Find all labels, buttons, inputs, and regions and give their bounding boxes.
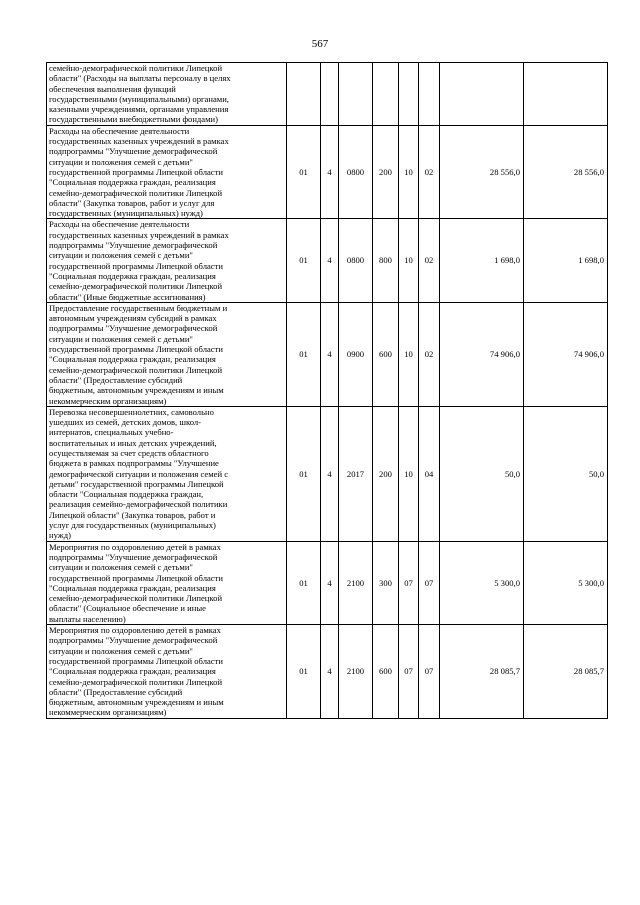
description-line: услуг для государственных (муниципальных) — [49, 520, 216, 531]
subsection-cell: 02 — [419, 125, 440, 219]
description-line: семейно-демографической политики Липецкой — [49, 281, 223, 292]
subprogram-code-cell — [321, 63, 339, 126]
expense-type-cell — [373, 63, 399, 126]
table-row — [47, 406, 608, 541]
description-line: семейно-демографической политики Липецкой — [49, 187, 223, 198]
description-line: семейно-демографической политики Липецкой — [49, 676, 223, 687]
description-line: бюджета в рамках подпрограммы "Улучшение — [49, 458, 219, 469]
expense-type-cell: 200 — [373, 125, 399, 219]
section-cell: 10 — [399, 302, 419, 406]
description-line: выплаты населению) — [49, 613, 126, 624]
description-line: подпрограммы "Улучшение демографической — [49, 635, 218, 646]
description-line: некоммерческим организациям) — [49, 395, 167, 406]
description-line: семейно-демографической политики Липецкой — [49, 63, 223, 73]
amount-cell: 28 556,0 — [440, 125, 524, 219]
total-amount-cell: 28 085,7 — [524, 625, 608, 719]
description-line: ушедших из семей, детских домов, школ- — [49, 417, 202, 428]
amount-cell: 74 906,0 — [440, 302, 524, 406]
section-cell: 07 — [399, 541, 419, 624]
subprogram-code-cell: 4 — [321, 625, 339, 719]
row-description — [47, 125, 287, 219]
table-row — [47, 63, 608, 126]
description-line: интернатов, специальных учебно- — [49, 427, 174, 438]
description-line: ситуации и положения семей с детьми" — [49, 562, 193, 573]
subsection-cell: 07 — [419, 541, 440, 624]
program-code-cell: 01 — [287, 302, 321, 406]
page-number: 567 — [311, 38, 329, 50]
total-amount-cell: 74 906,0 — [524, 302, 608, 406]
table-row — [47, 125, 608, 219]
table-row — [47, 541, 608, 624]
description-line: области" (Закупка товаров, работ и услуг для — [49, 197, 215, 208]
program-code-cell: 01 — [287, 541, 321, 624]
subsection-cell: 04 — [419, 406, 440, 541]
total-amount-cell: 28 556,0 — [524, 125, 608, 219]
description-line: подпрограммы "Улучшение демографической — [49, 551, 218, 562]
measure-code-cell: 2100 — [339, 625, 373, 719]
description-line: области" (Иные бюджетные ассигнования) — [49, 291, 206, 302]
subprogram-code-cell: 4 — [321, 125, 339, 219]
program-code-cell: 01 — [287, 125, 321, 219]
description-line: подпрограммы "Улучшение демографической — [49, 323, 218, 334]
row-description — [47, 302, 287, 406]
total-amount-cell — [524, 63, 608, 126]
total-amount-cell: 50,0 — [524, 406, 608, 541]
description-line: семейно-демографической политики Липецкой — [49, 364, 223, 375]
description-line: обеспечения выполнения функций — [49, 83, 176, 94]
description-line: "Социальная поддержка граждан, реализация — [49, 270, 216, 281]
description-line: ситуации и положения семей с детьми" — [49, 645, 193, 656]
description-line: бюджетным, автономным учреждениям и иным — [49, 385, 224, 396]
description-line: ситуации и положения семей с детьми" — [49, 156, 193, 167]
description-line: Липецкой области" (Закупка товаров, работ и — [49, 509, 216, 520]
description-line: ситуации и положения семей с детьми" — [49, 333, 193, 344]
description-line: государственной программы Липецкой области — [49, 166, 223, 177]
section-cell: 07 — [399, 625, 419, 719]
description-line: государственных казенных учреждений в рамках — [49, 229, 229, 240]
description-line: бюджетным, автономным учреждениям и иным — [49, 697, 224, 708]
measure-code-cell — [339, 63, 373, 126]
description-line: государственными внебюджетными фондами) — [49, 114, 219, 125]
description-line: подпрограммы "Улучшение демографической — [49, 146, 218, 157]
description-line: "Социальная поддержка граждан, реализация — [49, 666, 216, 677]
description-line: области "Социальная поддержка граждан, — [49, 489, 204, 500]
description-line: государственной программы Липецкой области — [49, 260, 223, 271]
subsection-cell — [419, 63, 440, 126]
description-line: реализация семейно-демографической политики — [49, 499, 228, 510]
description-line: области" (Предоставление субсидий — [49, 686, 183, 697]
amount-cell: 5 300,0 — [440, 541, 524, 624]
measure-code-cell: 0800 — [339, 219, 373, 302]
subprogram-code-cell: 4 — [321, 219, 339, 302]
amount-cell — [440, 63, 524, 126]
row-description — [47, 541, 287, 624]
subsection-cell: 07 — [419, 625, 440, 719]
program-code-cell — [287, 63, 321, 126]
description-line: воспитательных и иных детских учреждений, — [49, 437, 217, 448]
description-line: автономным учреждениям субсидий в рамках — [49, 313, 217, 324]
subprogram-code-cell: 4 — [321, 541, 339, 624]
measure-code-cell: 0900 — [339, 302, 373, 406]
description-line: государственных казенных учреждений в рамках — [49, 136, 229, 147]
description-line: некоммерческим организациям) — [49, 707, 167, 718]
total-amount-cell: 5 300,0 — [524, 541, 608, 624]
row-description — [47, 63, 287, 126]
description-line: "Социальная поддержка граждан, реализация — [49, 582, 216, 593]
measure-code-cell: 2100 — [339, 541, 373, 624]
section-cell — [399, 63, 419, 126]
section-cell: 10 — [399, 219, 419, 302]
program-code-cell: 01 — [287, 625, 321, 719]
total-amount-cell: 1 698,0 — [524, 219, 608, 302]
table-row — [47, 219, 608, 302]
description-line: Предоставление государственным бюджетным и — [49, 302, 228, 313]
measure-code-cell: 0800 — [339, 125, 373, 219]
table-row — [47, 302, 608, 406]
subsection-cell: 02 — [419, 219, 440, 302]
description-line: государственных (муниципальных) нужд) — [49, 208, 203, 219]
description-line: осуществляемая за счет средств областного — [49, 447, 209, 458]
table-row — [47, 625, 608, 719]
description-line: Мероприятия по оздоровлению детей в рамках — [49, 541, 221, 552]
description-line: демографической ситуации и положения семей с — [49, 468, 229, 479]
program-code-cell: 01 — [287, 219, 321, 302]
measure-code-cell: 2017 — [339, 406, 373, 541]
description-line: семейно-демографической политики Липецкой — [49, 593, 223, 604]
expense-type-cell: 200 — [373, 406, 399, 541]
subsection-cell: 02 — [419, 302, 440, 406]
description-line: государственной программы Липецкой области — [49, 572, 223, 583]
description-line: области" (Социальное обеспечение и иные — [49, 603, 206, 614]
description-line: детьми" государственной программы Липецкой — [49, 478, 224, 489]
description-line: "Социальная поддержка граждан, реализация — [49, 354, 216, 365]
subprogram-code-cell: 4 — [321, 302, 339, 406]
amount-cell: 28 085,7 — [440, 625, 524, 719]
description-line: казенными учреждениями, органами управления — [49, 104, 229, 115]
row-description — [47, 625, 287, 719]
amount-cell: 1 698,0 — [440, 219, 524, 302]
section-cell: 10 — [399, 406, 419, 541]
subprogram-code-cell: 4 — [321, 406, 339, 541]
description-line: "Социальная поддержка граждан, реализация — [49, 177, 216, 188]
description-line: нужд) — [49, 530, 71, 541]
description-line: государственной программы Липецкой области — [49, 344, 223, 355]
expense-type-cell: 300 — [373, 541, 399, 624]
row-description — [47, 219, 287, 302]
expense-type-cell: 600 — [373, 625, 399, 719]
description-line: области" (Предоставление субсидий — [49, 374, 183, 385]
program-code-cell: 01 — [287, 406, 321, 541]
description-line: государственными (муниципальными) органами, — [49, 93, 229, 104]
expense-type-cell: 800 — [373, 219, 399, 302]
description-line: Расходы на обеспечение деятельности — [49, 125, 190, 136]
description-line: Мероприятия по оздоровлению детей в рамках — [49, 625, 221, 636]
description-line: Перевозка несовершеннолетних, самовольно — [49, 406, 214, 417]
description-line: подпрограммы "Улучшение демографической — [49, 240, 218, 251]
section-cell: 10 — [399, 125, 419, 219]
description-line: Расходы на обеспечение деятельности — [49, 219, 190, 230]
expense-type-cell: 600 — [373, 302, 399, 406]
description-line: ситуации и положения семей с детьми" — [49, 250, 193, 261]
budget-table — [46, 62, 608, 719]
description-line: области" (Расходы на выплаты персоналу в целях — [49, 73, 231, 84]
amount-cell: 50,0 — [440, 406, 524, 541]
row-description — [47, 406, 287, 541]
description-line: государственной программы Липецкой области — [49, 655, 223, 666]
